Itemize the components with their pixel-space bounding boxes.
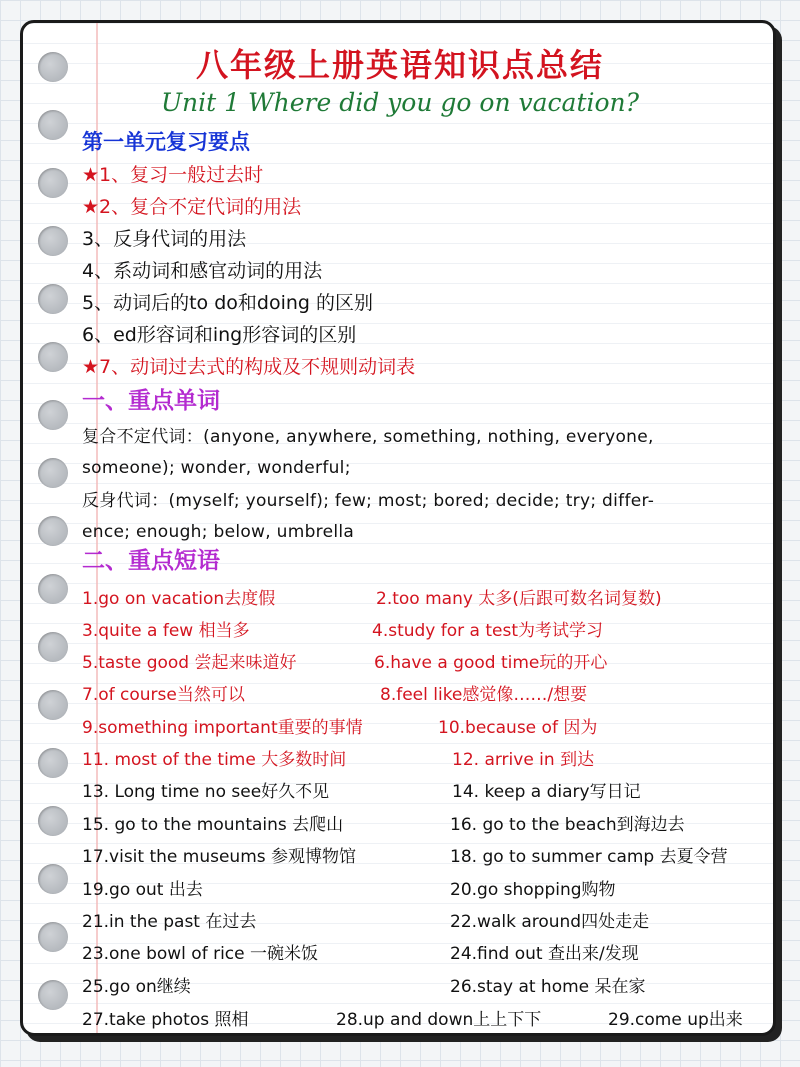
phrase-item: 17.visit the museums 参观博物馆 (82, 847, 357, 867)
binder-hole (38, 864, 68, 894)
binder-hole (38, 226, 68, 256)
phrase-item: 8.feel like感觉像……/想要 (380, 685, 588, 705)
binder-hole (38, 922, 68, 952)
phrase-item: 18. go to summer camp 去夏令营 (450, 847, 728, 867)
review-point: 5、动词后的to do和doing 的区别 (82, 292, 373, 314)
words-line: someone); wonder, wonderful; (82, 458, 351, 478)
unit-title: Unit 1 Where did you go on vacation? (160, 88, 640, 117)
binder-hole (38, 980, 68, 1010)
binder-hole (38, 632, 68, 662)
phrase-item: 10.because of 因为 (438, 718, 598, 738)
phrase-item: 7.of course当然可以 (82, 685, 245, 705)
phrase-item: 3.quite a few 相当多 (82, 621, 250, 641)
phrase-item: 6.have a good time玩的开心 (374, 653, 608, 673)
phrase-item: 11. most of the time 大多数时间 (82, 750, 347, 770)
binder-hole (38, 516, 68, 546)
phrase-item: 19.go out 出去 (82, 880, 203, 900)
phrase-item: 26.stay at home 呆在家 (450, 977, 646, 997)
phrase-item: 21.in the past 在过去 (82, 912, 257, 932)
binder-hole (38, 400, 68, 430)
phrase-item: 27.take photos 照相 (82, 1010, 249, 1030)
phrase-item: 25.go on继续 (82, 977, 191, 997)
review-point: ★2、复合不定代词的用法 (82, 196, 302, 218)
words-line: ence; enough; below, umbrella (82, 522, 355, 542)
phrase-item: 29.come up出来 (608, 1010, 743, 1030)
words-line: 反身代词：(myself; yourself); few; most; bored; decide; try; differ- (82, 491, 655, 511)
phrase-item: 4.study for a test为考试学习 (372, 621, 604, 641)
phrase-item: 12. arrive in 到达 (452, 750, 595, 770)
phrase-item: 20.go shopping购物 (450, 880, 616, 900)
phrases-heading: 二、重点短语 (82, 548, 220, 574)
page-title: 八年级上册英语知识点总结 (195, 46, 604, 84)
review-point: ★1、复习一般过去时 (82, 164, 264, 186)
phrase-item: 13. Long time no see好久不见 (82, 782, 330, 802)
binder-hole (38, 748, 68, 778)
binder-hole (38, 342, 68, 372)
review-heading: 第一单元复习要点 (82, 130, 250, 154)
binder-hole (38, 574, 68, 604)
review-point: 4、系动词和感官动词的用法 (82, 260, 323, 282)
words-heading: 一、重点单词 (82, 388, 220, 414)
review-point: 3、反身代词的用法 (82, 228, 247, 250)
phrase-item: 22.walk around四处走走 (450, 912, 650, 932)
words-line: 复合不定代词：(anyone, anywhere, something, nothing, everyone, (82, 427, 654, 447)
binder-hole (38, 690, 68, 720)
binder-hole (38, 168, 68, 198)
review-point: 6、ed形容词和ing形容词的区别 (82, 324, 357, 346)
phrase-item: 28.up and down上上下下 (336, 1010, 542, 1030)
binder-hole (38, 458, 68, 488)
phrase-item: 9.something important重要的事情 (82, 718, 363, 738)
phrase-item: 1.go on vacation去度假 (82, 589, 276, 609)
phrase-item: 15. go to the mountains 去爬山 (82, 815, 344, 835)
review-point: ★7、动词过去式的构成及不规则动词表 (82, 356, 416, 378)
phrase-item: 24.find out 查出来/发现 (450, 944, 639, 964)
phrase-item: 16. go to the beach到海边去 (450, 815, 685, 835)
phrase-item: 5.taste good 尝起来味道好 (82, 653, 297, 673)
phrase-item: 23.one bowl of rice 一碗米饭 (82, 944, 319, 964)
binder-hole (38, 806, 68, 836)
phrase-item: 2.too many 太多(后跟可数名词复数) (376, 589, 662, 609)
phrase-item: 14. keep a diary写日记 (452, 782, 641, 802)
binder-hole (38, 284, 68, 314)
